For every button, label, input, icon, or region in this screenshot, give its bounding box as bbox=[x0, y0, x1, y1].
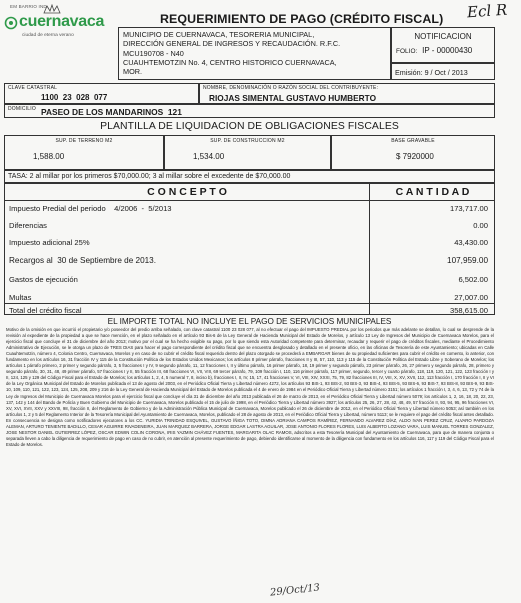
land-surface-box bbox=[4, 135, 164, 170]
legal-paragraph: Motivo de la omisión en que incurrió el propietario y/o poseedor del predio arriba señalado, con clave catastral 1100 23 028 077, al no efectuar el pago del IMPUESTO PREDIAL por los periodos que más adelante se detallan, lo cual se desprende de la revisión al expediente de la propiedad a que se hace mención, en el plazo señalado en el artículo 93 Bis-6 de la Ley General de Hacienda Municipal del Estado de Morelos, y artículo 13 Ley de Ingresos del Municipio de Cuernavaca Morelos, para el ejercicio fiscal que concluye el 31 de diciembre del año 2013; motivo por el cual se ha hecho exigible su pago, por lo que siendo esta Autoridad competente para determinar, recaudar y requerir el pago de créditos fiscales, mediante el Procedimiento Administrativo de Ejecución, se le otorga un plazo de TRES DIAS para hacer el pago correspondiente del crédito fiscal que se encuentra desglosado y detallado en el presente oficio, en las oficinas de Tesorería de este Ayuntamiento; ubicadas en Calle Cuauhtemotzin, número 4, Colonia Centro, Cuernavaca, Morelos y en caso de no cubrir el crédito fiscal requerido dentro del plazo otorgado se procederá a EMBARGAR bienes de su propiedad suficientes para cubrir el crédito en comento, lo anterior, con fundamento en los artículos 16, 31 fracción IV y 115 de la Constitución Política de los Estados Unidos Mexicanos; los artículos 8 primer párrafo, fracciones II y III, 57, 110, 113 y 115 de la Constitución Política del Estado Libre y Soberano de Morelos; los artículos 1 párrafo primero, 2 primer y segundo párrafo, 3, 5 fracciones I y IV, 9 segundo párrafo, 11, 12 fracciones I, II y último párrafo, 16 primer párrafo, 18, 19 primer y segundo párrafo, 23 primer párrafo, 26, 27 primero y segundo párrafo, 28, primero y segundo párrafo, 30, 31, 48, 49 primer párrafo, 57 fracciones I y II, 55 fracción III, 68 fracciones VI, VII, VIII, 69 tercer párrafo, 79, 109 fracción I, 110, 116 primer párrafo, 117 primer, segundo, tercer y cuarto párrafo, 118, 119, 120, 121, 122, 123 fracción I y II, 124, 125 y 129 del Código Fiscal para el Estado de Morelos; los artículos 1, 2, 4, 5 numeral 7, 8, inciso b), fracciones I, II, IV, 15, 17, 41 fracciones V, VI, VIII, XIV, XXXI, 75, 79, 82 fracciones III, IV, VIII, X, XV, XVII, 112, 113 fracción I, 170 fracción I, II y VI de la Ley Orgánica Municipal del Estado de Morelos publicada el 13 de agosto del 2003, en el Periódico Oficial Tierra y Libertad número 4272, los artículos 93 BIS-1, 93 BIS-2, 93 BIS-3, 93 BIS-4, 93 BIS-5, 93 BIS-6, 93 BIS-7, 93 BIS-8, 93 BIS-9, 93 BIS-10, 109, 110, 121, 122, 123, 124, 125, 208, 209 y 216 de la Ley General de Hacienda Municipal del Estado de Morelos publicada el 4 de enero de 1984 en el Periódico Oficial Tierra y Libertad número 3151; los artículos 1 fracción I, 3, 4, 6, 13, 72 y 74 de la Ley de Ingresos del Municipio de Cuernavaca Morelos para el ejercicio fiscal que concluye el día 31 de diciembre del año 2013 publicada el 26 de marzo de 2013, en el Periódico Oficial Tierra y Libertad número 5079; los artículos 1, 2, 16, 18, 20, 22, 23, 137, 142 y 144 del Bando de Policía y Buen Gobierno del Municipio de Cuernavaca, Morelos publicado el 15 de julio de 1998, en el Periódico Tierra y Libertad número 3927; los artículos 25, 26, 27, 28, 42, 48, 49, 57 fracción II, 93, 94, 95, 96 fracciones VI, XV, XVI, XVII, XXV y XXVIII, 98, fracción II, del Reglamento de Gobierno y de la Administración Pública Municipal de Cuernavaca, Morelos publicado el 26 de diciembre de 2012, en el Periódico Oficial Tierra y Libertad número 5053; así también en los artículos 1, 2 y 5 del Reglamento Interior de la Tesorería Municipal del Ayuntamiento de Cuernavaca, Morelos, publicado el 28 de agosto de 2013, en el Periódico Oficial Tierra y Libertad, número 5113; se le requiere el pago del crédito fiscal antes detallado. En consecuencia se designa como notificadores ejecutores a los CC. YURIDIA TRINIDAD ESQUIVEL, GUSTAVO ÍÑIGA TOTO, DIMNA ADRIANA CAMPOS RAMÍREZ, FERNANDO ALVAREZ DÍAZ, ALDO IVAN PEREZ CRUZ, ALVARO PARDOZA ALEMAN, ARTURO TENIENTE BADILLO, CESAR AGUIRRE RIVADENEIRA, JUAN MARQUEZ BARRERA, JORGE EDGAR LASTRA AGUILAR, JOSE ANTONIO FLORES FLORES, LUIS ALBERTO LOZANO VARA, LUIS MANUEL TORRES GONZALEZ, JOSE NESTOR DANIEL GUTIERREZ LÓPEZ, OSCAR EDWIN COLIN CORONA, IRIS YAZMIN CHÁVEZ FUENTES, MARGARITA OLAC RAMOS, adscritos a esta Tesorería Municipal del Ayuntamiento de Cuernavaca, para que de manera conjunta o separada lleven a cabo la diligencia de requerimiento de pago en caso de no cubrir, en atención al presente requerimiento de pago, debiendo identificarse al momento de la diligencia con fundamento en los artículos 116, 117 y 119 del Código Fiscal para el Estado de Morelos. bbox=[6, 327, 494, 447]
folio-label: FOLIO: bbox=[396, 48, 418, 55]
land-surface-value: 1,588.00 bbox=[33, 152, 65, 161]
concept-label: Total del crédito fiscal bbox=[9, 306, 82, 315]
taxable-base-value: $ 7920000 bbox=[396, 152, 434, 161]
issuer-line: MOR. bbox=[123, 67, 143, 77]
crest-top-text: EM BARRIO IND bbox=[10, 4, 47, 9]
concept-label: Gastos de ejecución bbox=[9, 275, 78, 284]
liquidation-title: PLANTILLA DE LIQUIDACION DE OBLIGACIONES FISCALES bbox=[100, 121, 399, 132]
notification-label: NOTIFICACION bbox=[414, 32, 472, 41]
address-box bbox=[4, 104, 495, 118]
concept-label: Recargos al 30 de Septiembre de 2013. bbox=[9, 256, 157, 265]
concept-amount: 107,959.00 bbox=[447, 256, 488, 265]
building-surface-box bbox=[164, 135, 331, 170]
taxpayer-name-label: NOMBRE, DENOMINACIÓN O RAZÓN SOCIAL DEL CONTRIBUYENTE: bbox=[203, 85, 379, 91]
logo-block bbox=[4, 4, 112, 44]
amount-header: C A N T I D A D bbox=[395, 186, 470, 198]
concept-row bbox=[5, 303, 494, 315]
notice-title: EL IMPORTE TOTAL NO INCLUYE EL PAGO DE SERVICIOS MUNICIPALES bbox=[107, 317, 392, 326]
handwritten-note: Ecl R bbox=[466, 0, 508, 22]
taxpayer-name-box bbox=[199, 83, 495, 104]
concept-amount: 43,430.00 bbox=[454, 238, 488, 247]
rate-text: TASA: 2 al millar por los primeros $70,000.00; 3 al millar sobre el excedente de $70,000.00 bbox=[8, 173, 291, 180]
taxpayer-name-value: RIOJAS SIMENTAL GUSTAVO HUMBERTO bbox=[209, 93, 377, 103]
cadastral-label: CLAVE CATASTRAL bbox=[8, 85, 58, 91]
brand-name: cuernavaca bbox=[19, 13, 105, 30]
emission-box bbox=[391, 63, 495, 80]
legal-text bbox=[6, 327, 494, 597]
brand-tagline: ciudad de eterna verano bbox=[22, 33, 74, 38]
taxable-base-box bbox=[331, 135, 495, 170]
issuer-line: CUAUHTEMOTZIN No. 4, CENTRO HISTORICO CUERNAVACA, bbox=[123, 57, 337, 67]
building-surface-value: 1,534.00 bbox=[193, 152, 225, 161]
issuer-line: MCU190708 - N40 bbox=[123, 48, 184, 58]
concept-label: Impuesto adicional 25% bbox=[9, 238, 90, 247]
concept-label: Diferencias bbox=[9, 221, 47, 230]
issuer-line: DIRECCIÓN GENERAL DE INGRESOS Y RECAUDACIÓN. R.F.C. bbox=[123, 39, 341, 49]
folio-value: IP - 00000430 bbox=[422, 46, 473, 55]
notification-box bbox=[391, 27, 495, 63]
cadastral-box bbox=[4, 83, 199, 104]
building-surface-label: SUP. DE CONSTRUCCION M2 bbox=[210, 138, 285, 144]
issuer-line: MUNICIPIO DE CUERNAVACA, TESORERIA MUNICIPAL, bbox=[123, 30, 315, 39]
signature-scrawl: 29/Oct/13 bbox=[269, 582, 321, 599]
address-label: DOMICILIO bbox=[8, 106, 36, 112]
issuer-box bbox=[118, 27, 391, 80]
concept-amount: 0.00 bbox=[473, 221, 488, 230]
cuernavaca-logo-icon bbox=[4, 16, 18, 30]
emission-value: 9 / Oct / 2013 bbox=[424, 68, 468, 77]
taxable-base-label: BASE GRAVABLE bbox=[391, 138, 435, 144]
concept-amount: 173,717.00 bbox=[449, 204, 488, 213]
land-surface-label: SUP. DE TERRENO M2 bbox=[55, 138, 113, 144]
emission-label: Emisión: bbox=[395, 68, 423, 77]
concept-amount: 358,615.00 bbox=[449, 306, 488, 315]
address-value: PASEO DE LOS MANDARINOS 121 bbox=[41, 107, 182, 117]
cadastral-value: 1100 23 028 077 bbox=[41, 93, 108, 102]
concept-label: Multas bbox=[9, 293, 32, 302]
document-title: REQUERIMIENTO DE PAGO (CRÉDITO FISCAL) bbox=[160, 12, 444, 26]
rate-box bbox=[4, 170, 495, 183]
concept-amount: 6,502.00 bbox=[458, 275, 488, 284]
concept-header: C O N C E P T O bbox=[147, 186, 227, 198]
concepts-table bbox=[4, 183, 495, 315]
concept-label: Impuesto Predial del periodo 4/2006 - 5/2013 bbox=[9, 204, 172, 213]
concept-amount: 27,007.00 bbox=[454, 293, 488, 302]
